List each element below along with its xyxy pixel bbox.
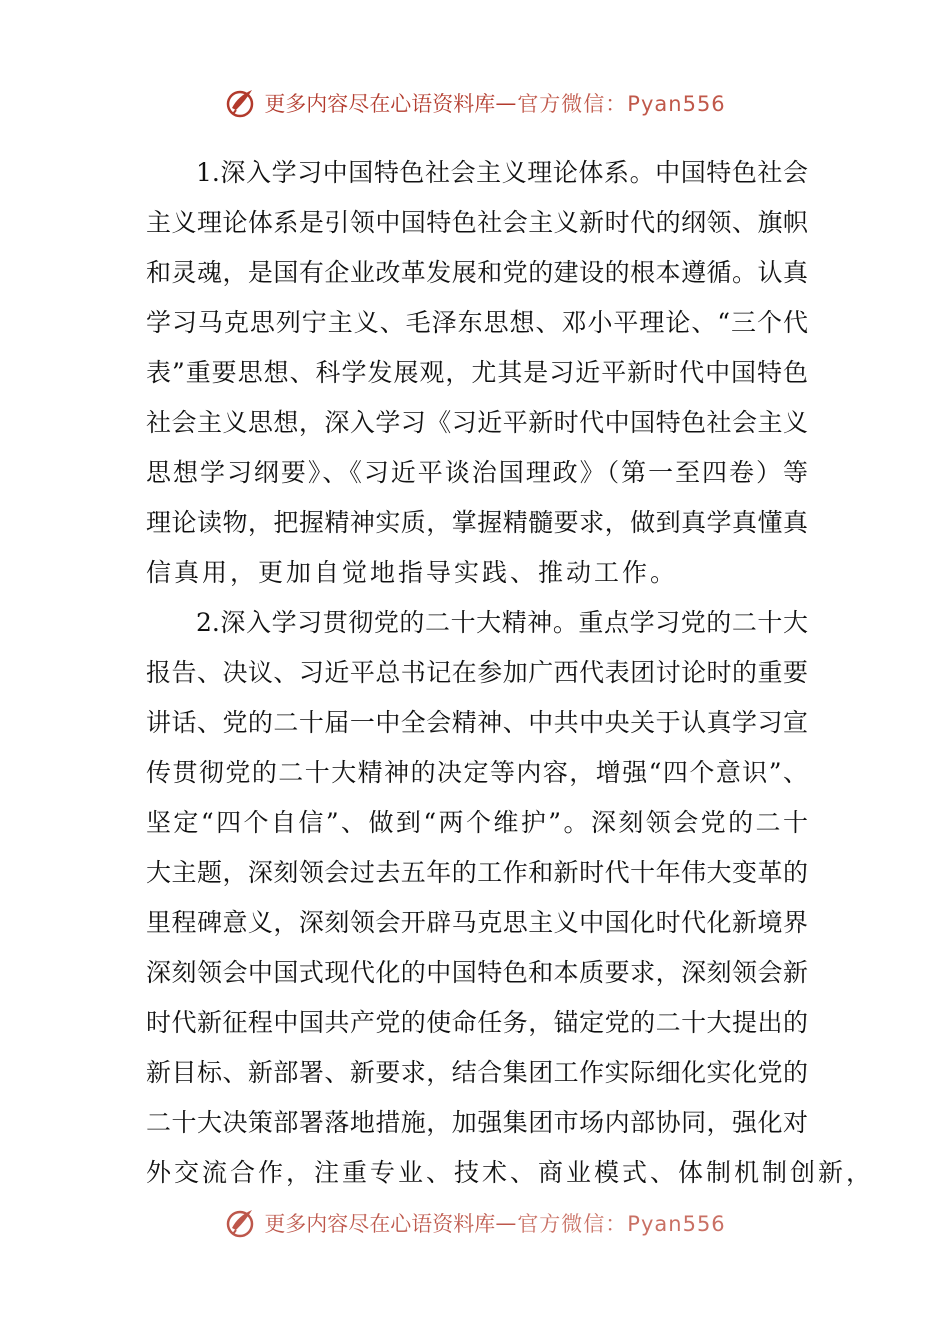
text-line: 信真用，更加自觉地指导实践、推动工作。 xyxy=(146,558,679,587)
text-line: 理论读物，把握精神实质，掌握精髓要求，做到真学真懂真 xyxy=(146,508,808,537)
watermark-footer xyxy=(0,1206,950,1240)
text-line: 深刻领会中国式现代化的中国特色和本质要求，深刻领会新 xyxy=(146,958,808,987)
paragraph xyxy=(146,148,808,598)
text-line: 新目标、新部署、新要求，结合集团工作实际细化实化党的 xyxy=(146,1058,808,1087)
document-body xyxy=(146,148,875,1198)
watermark-main-text: 更多内容尽在心语资料库 xyxy=(264,92,496,116)
text-line: 表”重要思想、科学发展观，尤其是习近平新时代中国特色 xyxy=(146,358,808,387)
text-line: 和灵魂，是国有企业改革发展和党的建设的根本遵循。认真 xyxy=(146,258,808,287)
text-line: 思想学习纲要》、《习近平谈治国理政》（第一至四卷）等 xyxy=(146,458,808,487)
text-line: 传贯彻党的二十大精神的决定等内容，增强“四个意识”、 xyxy=(146,758,808,787)
pen-logo-icon xyxy=(224,86,258,120)
watermark-main-text: 更多内容尽在心语资料库 xyxy=(264,1212,496,1236)
text-line: 社会主义思想，深入学习《习近平新时代中国特色社会主义 xyxy=(146,408,808,437)
text-line: 二十大决策部署落地措施，加强集团市场内部协同，强化对 xyxy=(146,1108,808,1137)
text-line: 报告、决议、习近平总书记在参加广西代表团讨论时的重要 xyxy=(146,658,808,687)
paragraph xyxy=(146,598,875,1198)
text-line: 里程碑意义，深刻领会开辟马克思主义中国化时代化新境界 xyxy=(146,908,808,937)
text-line: 大主题，深刻领会过去五年的工作和新时代十年伟大变革的 xyxy=(146,858,808,887)
pen-logo-icon xyxy=(224,1206,258,1240)
watermark-wechat-text: 官方微信：Pyan556 xyxy=(517,92,726,116)
text-line: 外交流合作，注重专业、技术、商业模式、体制机制创新， xyxy=(146,1158,875,1187)
text-line: 坚定“四个自信”、做到“两个维护”。深刻领会党的二十 xyxy=(146,808,808,837)
text-line: 时代新征程中国共产党的使命任务，锚定党的二十大提出的 xyxy=(146,1008,808,1037)
watermark-dash: — xyxy=(495,91,518,115)
watermark-wechat-text: 官方微信：Pyan556 xyxy=(517,1212,726,1236)
text-line: 讲话、党的二十届一中全会精神、中共中央关于认真学习宣 xyxy=(146,708,808,737)
watermark-header xyxy=(0,86,950,120)
text-line: 主义理论体系是引领中国特色社会主义新时代的纲领、旗帜 xyxy=(146,208,808,237)
text-line: 1.深入学习中国特色社会主义理论体系。中国特色社会 xyxy=(196,158,808,187)
text-line: 学习马克思列宁主义、毛泽东思想、邓小平理论、“三个代 xyxy=(146,308,808,337)
text-line: 2.深入学习贯彻党的二十大精神。重点学习党的二十大 xyxy=(196,608,808,637)
watermark-dash: — xyxy=(495,1211,518,1235)
